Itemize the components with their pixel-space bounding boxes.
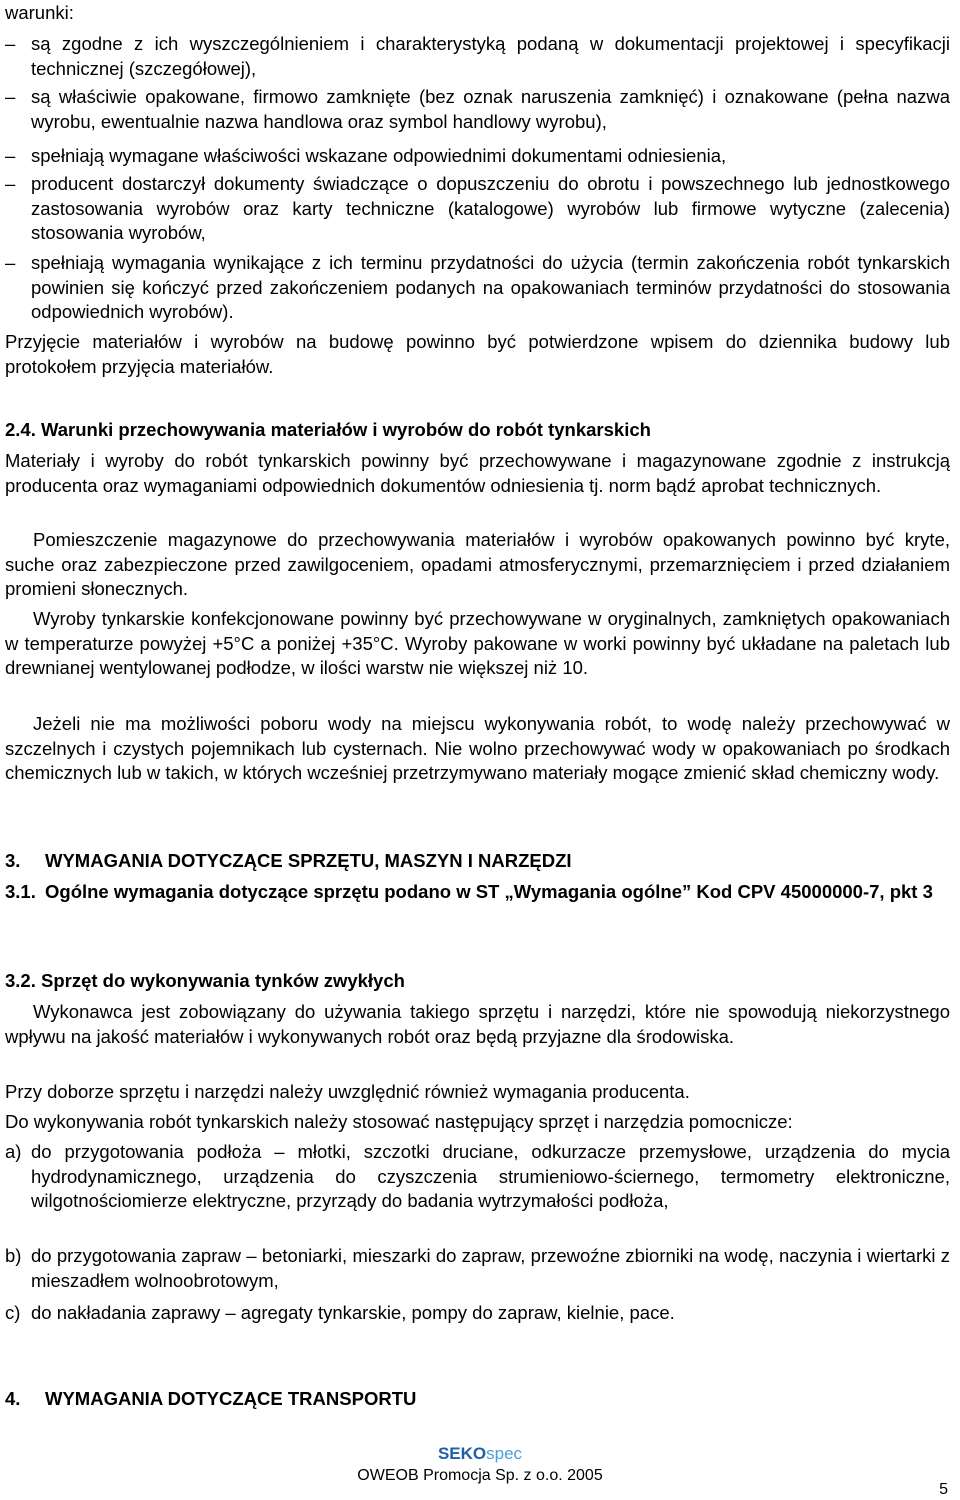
- condition-item: [5, 32, 950, 81]
- equipment-paragraph: Przy doborze sprzętu i narzędzi należy uwzględnić również wymagania producenta.: [5, 1081, 690, 1102]
- intro-text: warunki:: [5, 2, 74, 23]
- condition-item: [5, 144, 950, 169]
- equipment-paragraph: Do wykonywania robót tynkarskich należy stosować następujący sprzęt i narzędzia pomocnicze:: [5, 1111, 793, 1132]
- dash-marker: –: [5, 252, 16, 273]
- condition-item: [5, 85, 950, 134]
- condition-item: [5, 172, 950, 246]
- dash-marker: –: [5, 173, 16, 194]
- footer-logo-bold: SEKO: [437, 1444, 487, 1463]
- section-3-title: WYMAGANIA DOTYCZĄCE SPRZĘTU, MASZYN I NARZĘDZI: [45, 850, 572, 871]
- footer-organization: OWEOB Promocja Sp. z o.o. 2005: [357, 1467, 603, 1484]
- footer-logo: [0, 1444, 960, 1464]
- section-4-number: 4.: [5, 1388, 21, 1409]
- page-number: 5: [939, 1481, 948, 1498]
- section-3-1-title: Ogólne wymagania dotyczące sprzętu podano w ST „Wymagania ogólne” Kod CPV 45000000-7, pkt 3: [45, 881, 933, 902]
- section-2-4-heading: 2.4. Warunki przechowywania materiałów i wyrobów do robót tynkarskich: [5, 419, 651, 440]
- acceptance-paragraph: Przyjęcie materiałów i wyrobów na budowę powinno być potwierdzone wpisem do dziennika budowy lub protokołem przyjęcia materiałów.: [5, 331, 950, 377]
- section-3-2-heading: 3.2. Sprzęt do wykonywania tynków zwykłych: [5, 970, 405, 991]
- dash-marker: –: [5, 33, 16, 54]
- section-3-1-number: 3.1.: [5, 881, 36, 902]
- item-marker: b): [5, 1245, 22, 1266]
- condition-text: producent dostarczył dokumenty świadczące o dopuszczeniu do obrotu i powszechnego lub jednostkowego zastosowania wyrobów oraz karty techniczne (katalogowe) wyrobów lub firmowe wytyczne (zalecenia) stosowania wyrobów,: [31, 173, 950, 243]
- condition-text: są właściwie opakowane, firmowo zamknięte (bez oznak naruszenia zamknięć) i oznakowane (pełna nazwa wyrobu, ewentualnie nazwa handlowa oraz symbol handlowy wyrobu),: [31, 86, 950, 132]
- condition-text: spełniają wymagania wynikające z ich terminu przydatności do użycia (termin zakończenia robót tynkarskich powinien się kończyć przed zakończeniem podanych na opakowaniach terminów przydatności do stosowania odpowiednich wyrobów).: [31, 252, 950, 322]
- equipment-paragraph: Wykonawca jest zobowiązany do używania takiego sprzętu i narzędzi, które nie spowodują niekorzystnego wpływu na jakość materiałów i wykonywanych robót oraz będą przyjazne dla środowiska.: [5, 1001, 950, 1047]
- dash-marker: –: [5, 145, 16, 166]
- footer-logo-light: spec: [486, 1444, 523, 1463]
- item-text: do przygotowania podłoża – młotki, szczotki druciane, odkurzacze przemysłowe, urządzenia do mycia hydrodynamicznego, urządzenia do czyszczenia strumieniowo-ściernego, termometry elektroniczne, wilgotnościomierze elektryczne, przyrządy do badania wytrzymałości podłoża,: [31, 1141, 950, 1211]
- item-marker: c): [5, 1302, 21, 1323]
- condition-text: są zgodne z ich wyszczególnieniem i charakterystyką podaną w dokumentacji projektowej i specyfikacji technicznej (szczegółowej),: [31, 33, 950, 79]
- condition-item: [5, 251, 950, 325]
- item-marker: a): [5, 1141, 22, 1162]
- condition-text: spełniają wymagane właściwości wskazane odpowiednimi dokumentami odniesienia,: [31, 145, 727, 166]
- equipment-item: [5, 1244, 950, 1293]
- item-text: do nakładania zaprawy – agregaty tynkarskie, pompy do zapraw, kielnie, pace.: [31, 1302, 675, 1323]
- section-3-number: 3.: [5, 850, 21, 871]
- storage-paragraph: Wyroby tynkarskie konfekcjonowane powinny być przechowywane w oryginalnych, zamkniętych opakowaniach w temperaturze powyżej +5°C a poniżej +35°C. Wyroby pakowane w worki powinny być układane na paletach lub drewnianej wentylowanej podłodze, w ilości warstw nie większej niż 10.: [5, 608, 950, 678]
- storage-paragraph: Jeżeli nie ma możliwości poboru wody na miejscu wykonywania robót, to wodę należy przechowywać w szczelnych i czystych pojemnikach lub cysternach. Nie wolno przechowywać wody w opakowaniach po środkach chemicznych lub w takich, w których wcześniej przetrzymywano materiały mogące zmienić skład chemiczny wody.: [5, 713, 950, 783]
- storage-paragraph: Materiały i wyroby do robót tynkarskich powinny być przechowywane i magazynowane zgodnie z instrukcją producenta oraz wymaganiami odpowiednich dokumentów odniesienia tj. norm bądź aprobat technicznych.: [5, 450, 950, 496]
- equipment-item: [5, 1301, 950, 1326]
- equipment-item: [5, 1140, 950, 1214]
- item-text: do przygotowania zapraw – betoniarki, mieszarki do zapraw, przewoźne zbiorniki na wodę, naczynia i wiertarki z mieszadłem wolnoobrotowym,: [31, 1245, 950, 1291]
- section-4-title: WYMAGANIA DOTYCZĄCE TRANSPORTU: [45, 1388, 417, 1409]
- dash-marker: –: [5, 86, 16, 107]
- storage-paragraph: Pomieszczenie magazynowe do przechowywania materiałów i wyrobów opakowanych powinno być kryte, suche oraz zabezpieczone przed zawilgoceniem, opadami atmosferycznymi, przemarznięciem i przed działaniem promieni słonecznych.: [5, 529, 950, 599]
